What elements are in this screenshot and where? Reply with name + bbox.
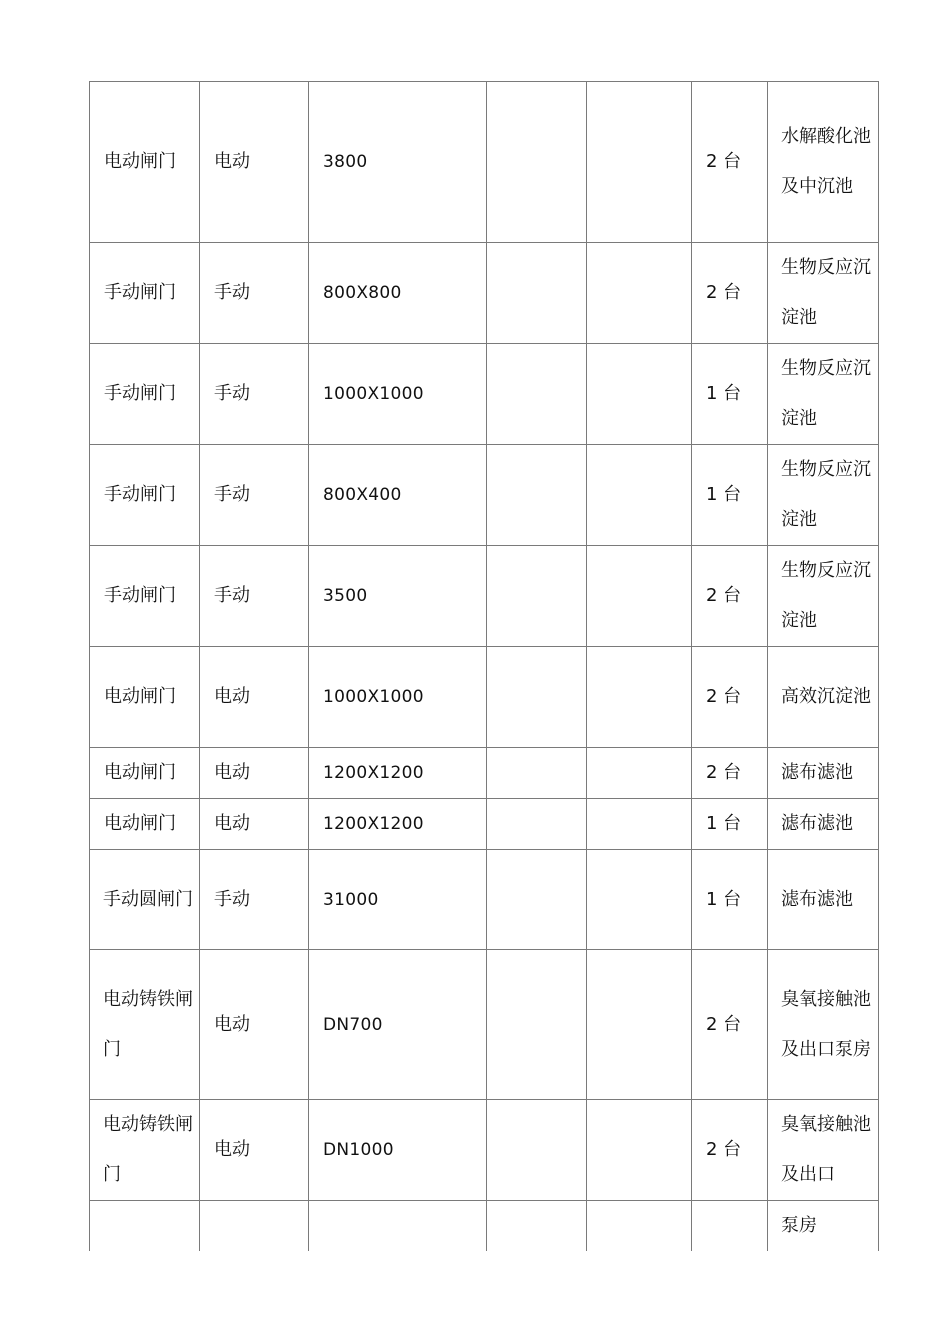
table-row <box>90 344 879 445</box>
equipment-table <box>89 81 879 1251</box>
empty-cell <box>487 1100 587 1201</box>
table-row <box>90 799 879 850</box>
qty-cell: 2 台 <box>692 1100 768 1201</box>
location-cell: 滤布滤池 <box>768 748 879 799</box>
mode-cell: 手动 <box>200 243 309 344</box>
empty-cell <box>587 950 692 1100</box>
empty-cell <box>587 1100 692 1201</box>
name-cell: 手动闸门 <box>90 243 200 344</box>
spec-cell: DN1000 <box>309 1100 487 1201</box>
name-cell: 电动闸门 <box>90 748 200 799</box>
qty-cell: 2 台 <box>692 82 768 243</box>
location-cell: 臭氧接触池及出口泵房 <box>768 950 879 1100</box>
location-cell: 生物反应沉淀池 <box>768 243 879 344</box>
empty-cell <box>487 344 587 445</box>
name-cell: 手动闸门 <box>90 546 200 647</box>
qty-cell: 2 台 <box>692 748 768 799</box>
qty-cell: 2 台 <box>692 243 768 344</box>
empty-cell <box>309 1201 487 1252</box>
table-row <box>90 243 879 344</box>
empty-cell <box>587 243 692 344</box>
mode-cell: 电动 <box>200 799 309 850</box>
empty-cell <box>487 546 587 647</box>
name-cell: 手动闸门 <box>90 344 200 445</box>
table-row <box>90 950 879 1100</box>
location-cell: 滤布滤池 <box>768 850 879 950</box>
empty-cell <box>487 1201 587 1252</box>
location-cell: 高效沉淀池 <box>768 647 879 748</box>
equipment-table-body <box>90 82 879 1252</box>
mode-cell: 电动 <box>200 82 309 243</box>
empty-cell <box>587 647 692 748</box>
mode-cell: 手动 <box>200 546 309 647</box>
empty-cell <box>487 243 587 344</box>
location-cell: 臭氧接触池及出口 <box>768 1100 879 1201</box>
table-row <box>90 748 879 799</box>
name-cell: 手动圆闸门 <box>90 850 200 950</box>
table-row-continued <box>90 1201 879 1252</box>
spec-cell: 3800 <box>309 82 487 243</box>
empty-cell <box>587 82 692 243</box>
empty-cell <box>487 950 587 1100</box>
empty-cell <box>487 82 587 243</box>
table-row <box>90 850 879 950</box>
location-cell: 生物反应沉淀池 <box>768 445 879 546</box>
empty-cell <box>90 1201 200 1252</box>
qty-cell: 2 台 <box>692 647 768 748</box>
mode-cell: 电动 <box>200 950 309 1100</box>
qty-cell: 1 台 <box>692 445 768 546</box>
spec-cell: 3500 <box>309 546 487 647</box>
mode-cell: 手动 <box>200 445 309 546</box>
spec-cell: 1000X1000 <box>309 344 487 445</box>
spec-cell: 1000X1000 <box>309 647 487 748</box>
qty-cell: 2 台 <box>692 950 768 1100</box>
spec-cell: 1200X1200 <box>309 799 487 850</box>
table-row <box>90 647 879 748</box>
spec-cell: 800X800 <box>309 243 487 344</box>
table-row <box>90 82 879 243</box>
spec-cell: 800X400 <box>309 445 487 546</box>
name-cell: 电动铸铁闸门 <box>90 1100 200 1201</box>
qty-cell: 1 台 <box>692 344 768 445</box>
name-cell: 手动闸门 <box>90 445 200 546</box>
location-cell: 水解酸化池及中沉池 <box>768 82 879 243</box>
empty-cell <box>587 344 692 445</box>
mode-cell: 电动 <box>200 748 309 799</box>
empty-cell <box>587 799 692 850</box>
name-cell: 电动闸门 <box>90 647 200 748</box>
spec-cell: 31000 <box>309 850 487 950</box>
table-row <box>90 1100 879 1201</box>
mode-cell: 电动 <box>200 647 309 748</box>
empty-cell <box>587 850 692 950</box>
qty-cell: 1 台 <box>692 850 768 950</box>
location-cell: 生物反应沉淀池 <box>768 344 879 445</box>
name-cell: 电动闸门 <box>90 799 200 850</box>
empty-cell <box>587 546 692 647</box>
qty-cell: 1 台 <box>692 799 768 850</box>
table-row <box>90 445 879 546</box>
mode-cell: 手动 <box>200 344 309 445</box>
empty-cell <box>487 647 587 748</box>
empty-cell <box>587 1201 692 1252</box>
empty-cell <box>487 799 587 850</box>
name-cell: 电动铸铁闸门 <box>90 950 200 1100</box>
mode-cell: 手动 <box>200 850 309 950</box>
empty-cell <box>200 1201 309 1252</box>
spec-cell: 1200X1200 <box>309 748 487 799</box>
table-row <box>90 546 879 647</box>
empty-cell <box>487 445 587 546</box>
empty-cell <box>587 445 692 546</box>
location-cell: 滤布滤池 <box>768 799 879 850</box>
location-cell: 生物反应沉淀池 <box>768 546 879 647</box>
empty-cell <box>487 850 587 950</box>
qty-cell: 2 台 <box>692 546 768 647</box>
empty-cell <box>692 1201 768 1252</box>
location-cell: 泵房 <box>768 1201 879 1252</box>
spec-cell: DN700 <box>309 950 487 1100</box>
name-cell: 电动闸门 <box>90 82 200 243</box>
empty-cell <box>487 748 587 799</box>
mode-cell: 电动 <box>200 1100 309 1201</box>
empty-cell <box>587 748 692 799</box>
